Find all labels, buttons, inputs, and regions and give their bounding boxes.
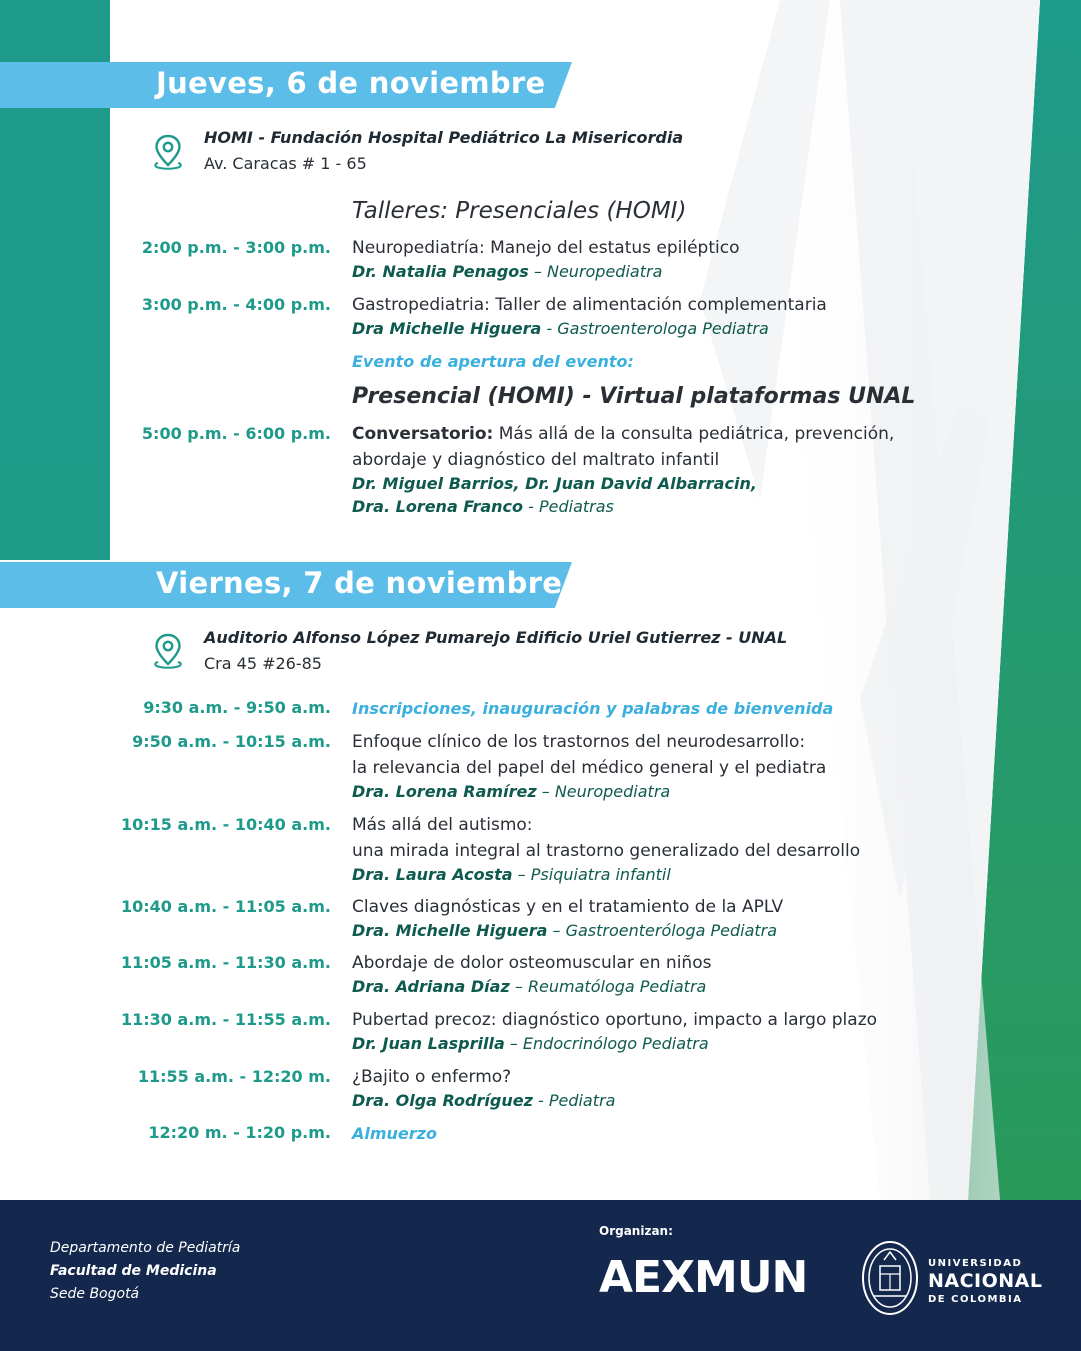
session-speaker-line [352, 975, 711, 999]
workshops-heading: Talleres: Presenciales (HOMI) [352, 198, 687, 224]
session-block [352, 294, 827, 341]
session-title: Más allá del autismo: [352, 815, 533, 835]
speaker-role: Psiquiatra infantil [530, 865, 671, 884]
session-title: ¿Bajito o enfermo? [352, 1067, 512, 1087]
speaker-role: Gastroenterologa Pediatra [557, 319, 769, 338]
footer-department: Departamento de Pediatría [50, 1240, 241, 1256]
conversatorio-title-line2: abordaje y diagnóstico del maltrato infantil [352, 450, 720, 470]
session-time: 10:15 a.m. - 10:40 a.m. [120, 815, 331, 834]
day2-venue-name: Auditorio Alfonso López Pumarejo Edificio Uriel Gutierrez - UNAL [204, 628, 788, 647]
opening-heading: Presencial (HOMI) - Virtual plataformas UNAL [352, 384, 916, 409]
session-speaker-line [352, 260, 739, 284]
session-time: 12:20 m. - 1:20 p.m. [148, 1123, 331, 1142]
session-block [352, 1009, 877, 1056]
session-speaker-line [352, 919, 783, 943]
footer-campus: Sede Bogotá [50, 1286, 140, 1302]
speaker-sep: – [536, 782, 555, 801]
speaker-names: Dr. Miguel Barrios, Dr. Juan David Albarracin, [352, 474, 757, 493]
location-pin-icon [152, 134, 184, 170]
session-speaker-line [352, 1032, 877, 1056]
session-time: 11:55 a.m. - 12:20 m. [137, 1067, 331, 1086]
speaker-sep: – [512, 865, 531, 884]
session-block [352, 952, 711, 999]
unal-line1: UNIVERSIDAD [928, 1258, 1023, 1269]
conversatorio-block [352, 423, 894, 519]
speaker-sep: – [547, 921, 566, 940]
speaker-name: Dra. Olga Rodríguez [352, 1091, 533, 1110]
session-speaker-line [352, 780, 826, 804]
registration-title: Inscripciones, inauguración y palabras de bienvenida [352, 699, 834, 718]
session-speaker-line [352, 317, 827, 341]
aexmun-logo: AEXMUN [599, 1252, 808, 1303]
speaker-sep: - [523, 497, 539, 516]
speaker-name: Dra. Lorena Franco [352, 497, 524, 516]
speaker-name: Dra. Lorena Ramírez [352, 782, 537, 801]
conversatorio-label: Conversatorio: [352, 424, 494, 444]
lunch-title: Almuerzo [352, 1124, 437, 1143]
session-time: 11:30 a.m. - 11:55 a.m. [120, 1010, 331, 1029]
session-block [352, 237, 739, 284]
session-title: Abordaje de dolor osteomuscular en niños [352, 953, 712, 973]
organizers-label: Organizan: [599, 1224, 673, 1238]
unal-line2: NACIONAL [928, 1270, 1043, 1292]
session-title: Enfoque clínico de los trastornos del neurodesarrollo: [352, 732, 806, 752]
session-block [352, 1066, 615, 1113]
speaker-sep: - [541, 319, 558, 338]
session-time: 5:00 p.m. - 6:00 p.m. [141, 424, 331, 443]
session-block [352, 731, 826, 804]
session-time: 11:05 a.m. - 11:30 a.m. [120, 953, 331, 972]
conversatorio-title: Más allá de la consulta pediátrica, prevención, [493, 424, 895, 444]
session-speaker-line [352, 495, 894, 519]
speaker-name: Dra. Michelle Higuera [352, 921, 548, 940]
speaker-name: Dra. Adriana Díaz [352, 977, 510, 996]
session-block [352, 896, 783, 943]
speaker-sep: – [509, 977, 528, 996]
session-time: 9:30 a.m. - 9:50 a.m. [143, 698, 331, 717]
session-title: Gastropediatria: Taller de alimentación complementaria [352, 295, 827, 315]
speaker-role: Pediatras [538, 497, 614, 516]
speaker-sep: – [528, 262, 547, 281]
unal-line3: DE COLOMBIA [928, 1294, 1023, 1305]
session-time: 10:40 a.m. - 11:05 a.m. [120, 897, 331, 916]
session-title: Pubertad precoz: diagnóstico oportuno, impacto a largo plazo [352, 1010, 878, 1030]
day1-venue-address: Av. Caracas # 1 - 65 [204, 154, 367, 173]
speaker-sep: - [532, 1091, 549, 1110]
speaker-role: Gastroenteróloga Pediatra [565, 921, 778, 940]
day2-title: Viernes, 7 de noviembre [156, 566, 563, 600]
conversatorio-title-line1 [352, 423, 894, 446]
day1-title: Jueves, 6 de noviembre [156, 66, 546, 100]
speaker-name: Dra Michelle Higuera [352, 319, 542, 338]
session-speaker-line [352, 1089, 615, 1113]
unal-seal-icon [860, 1238, 920, 1318]
speaker-role: Neuropediatra [546, 262, 663, 281]
day2-venue-address: Cra 45 #26-85 [204, 654, 322, 673]
opening-label: Evento de apertura del evento: [352, 352, 634, 371]
session-time: 3:00 p.m. - 4:00 p.m. [141, 295, 331, 314]
speaker-name: Dr. Natalia Penagos [352, 262, 529, 281]
speaker-role: Pediatra [548, 1091, 616, 1110]
speaker-name: Dr. Juan Lasprilla [352, 1034, 505, 1053]
session-title: Neuropediatría: Manejo del estatus epiléptico [352, 238, 740, 258]
session-title-line2: una mirada integral al trastorno generalizado del desarrollo [352, 841, 861, 861]
session-block [352, 814, 860, 887]
speaker-name: Dra. Laura Acosta [352, 865, 513, 884]
session-time: 2:00 p.m. - 3:00 p.m. [141, 238, 331, 257]
speaker-role: Reumatóloga Pediatra [527, 977, 707, 996]
speaker-role: Neuropediatra [554, 782, 671, 801]
speaker-sep: – [504, 1034, 523, 1053]
day1-venue-name: HOMI - Fundación Hospital Pediátrico La Misericordia [204, 128, 684, 147]
session-speaker-line [352, 863, 860, 887]
footer-faculty: Facultad de Medicina [50, 1263, 217, 1279]
session-time: 9:50 a.m. - 10:15 a.m. [132, 732, 331, 751]
session-title: Claves diagnósticas y en el tratamiento de la APLV [352, 897, 784, 917]
speaker-role: Endocrinólogo Pediatra [522, 1034, 709, 1053]
session-title-line2: la relevancia del papel del médico general y el pediatra [352, 758, 827, 778]
location-pin-icon [152, 633, 184, 669]
